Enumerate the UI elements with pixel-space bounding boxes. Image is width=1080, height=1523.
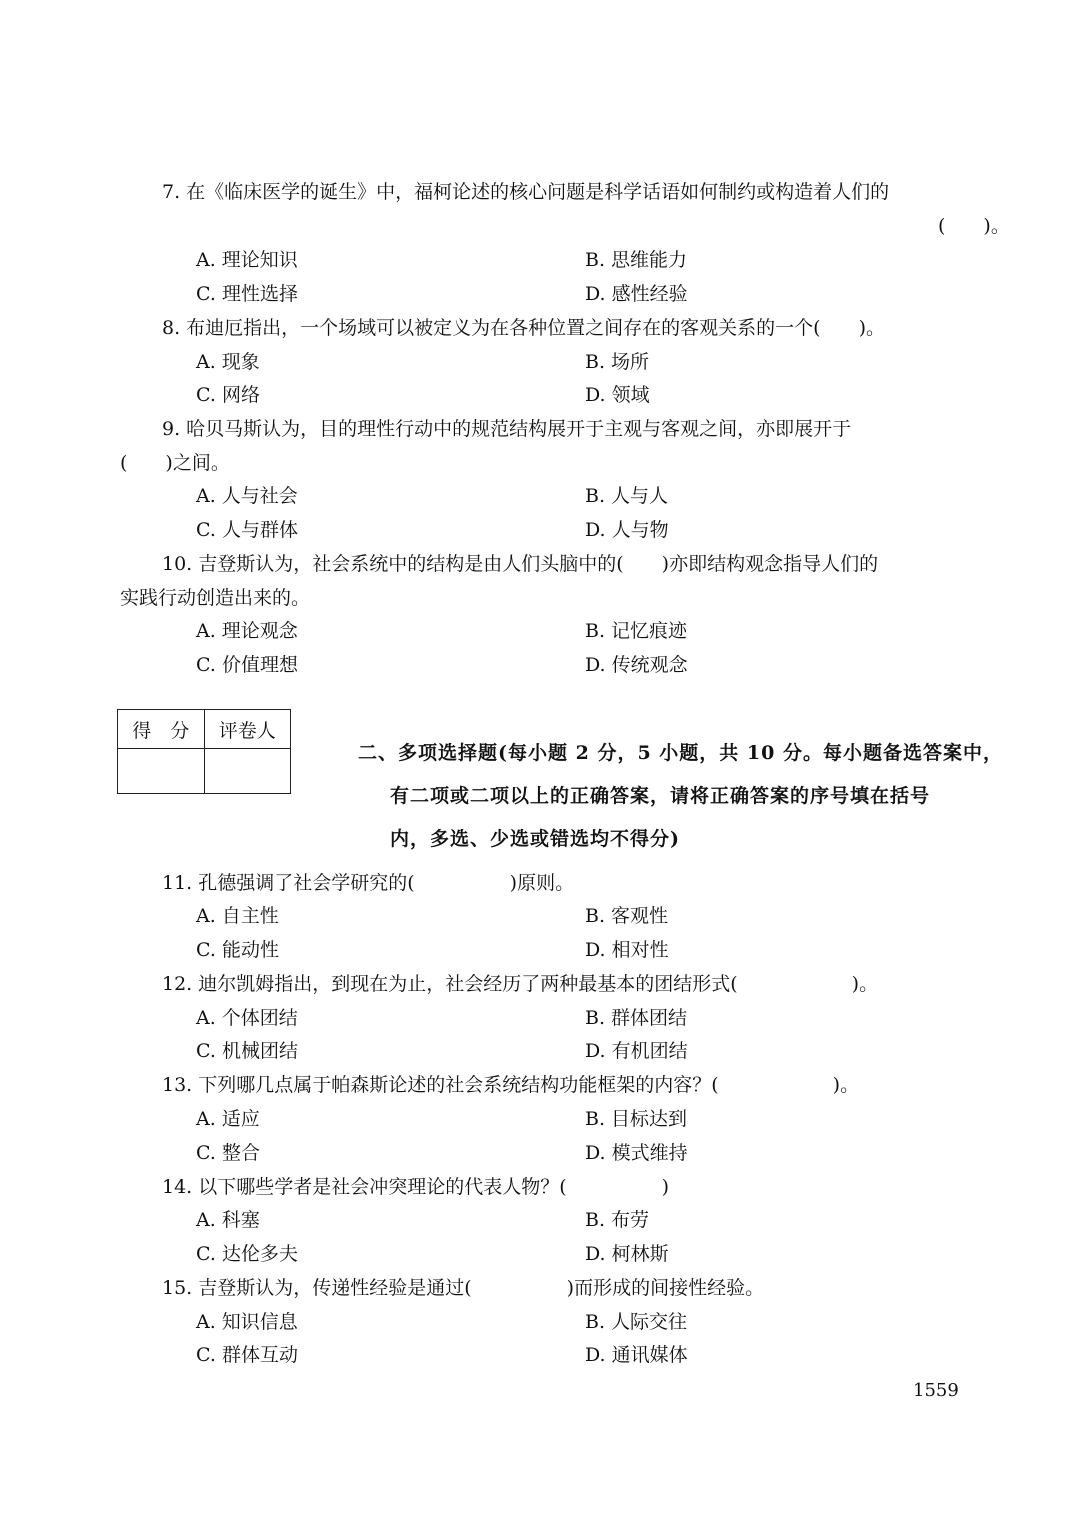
q12-option-d: D. 有机团结 [585, 1040, 688, 1062]
q15-option-b: B. 人际交往 [585, 1311, 688, 1333]
q7-stem: 7. 在《临床医学的诞生》中，福柯论述的核心问题是科学话语如何制约或构造着人们的 [162, 181, 890, 203]
section2-heading-line1: 二、多项选择题(每小题 2 分，5 小题，共 10 分。每小题备选答案中， [358, 742, 1003, 764]
q7-option-a: A. 理论知识 [196, 249, 298, 271]
section2-heading-line3: 内，多选、少选或错选均不得分) [390, 828, 680, 850]
q11-stem: 11. 孔德强调了社会学研究的( )原则。 [162, 872, 575, 894]
q13-option-a: A. 适应 [196, 1108, 260, 1130]
q13-option-c: C. 整合 [196, 1142, 260, 1164]
q9-stem: 9. 哈贝马斯认为，目的理性行动中的规范结构展开于主观与客观之间，亦即展开于 [162, 418, 852, 440]
q8-stem: 8. 布迪厄指出，一个场域可以被定义为在各种位置之间存在的客观关系的一个( )。 [162, 317, 885, 339]
score-cell[interactable] [118, 749, 205, 794]
q12-stem: 12. 迪尔凯姆指出，到现在为止，社会经历了两种最基本的团结形式( )。 [162, 973, 879, 995]
grader-cell[interactable] [204, 749, 291, 794]
q7-option-c: C. 理性选择 [196, 283, 298, 305]
score-box [117, 709, 291, 794]
q13-stem: 13. 下列哪几点属于帕森斯论述的社会系统结构功能框架的内容？( )。 [162, 1074, 860, 1096]
q12-option-a: A. 个体团结 [196, 1007, 298, 1029]
q10-option-a: A. 理论观念 [196, 620, 298, 642]
q9-option-b: B. 人与人 [585, 485, 669, 507]
q8-option-d: D. 领域 [585, 384, 650, 406]
section2-heading-line2: 有二项或二项以上的正确答案，请将正确答案的序号填在括号 [390, 785, 931, 807]
q7-stem-cont: ( )。 [938, 215, 1010, 237]
q11-option-b: B. 客观性 [585, 905, 669, 927]
q14-option-d: D. 柯林斯 [585, 1243, 669, 1265]
q10-stem: 10. 吉登斯认为，社会系统中的结构是由人们头脑中的( )亦即结构观念指导人们的 [162, 553, 879, 575]
q12-option-b: B. 群体团结 [585, 1007, 688, 1029]
q14-option-b: B. 布劳 [585, 1209, 650, 1231]
q10-stem-cont: 实践行动创造出来的。 [120, 587, 311, 609]
q12-option-c: C. 机械团结 [196, 1040, 298, 1062]
q10-option-d: D. 传统观念 [585, 654, 688, 676]
q15-stem: 15. 吉登斯认为，传递性经验是通过( )而形成的间接性经验。 [162, 1277, 765, 1299]
q15-option-c: C. 群体互动 [196, 1344, 298, 1366]
q11-option-c: C. 能动性 [196, 939, 279, 961]
q10-option-c: C. 价值理想 [196, 654, 298, 676]
q10-option-b: B. 记忆痕迹 [585, 620, 688, 642]
q15-option-a: A. 知识信息 [196, 1311, 298, 1333]
q11-option-d: D. 相对性 [585, 939, 669, 961]
q8-option-c: C. 网络 [196, 384, 260, 406]
score-label: 得 分 [118, 710, 205, 749]
grader-label: 评卷人 [204, 710, 291, 749]
q9-stem-cont: ( )之间。 [120, 452, 230, 474]
q8-option-a: A. 现象 [196, 351, 260, 373]
q14-option-c: C. 达伦多夫 [196, 1243, 298, 1265]
q7-option-b: B. 思维能力 [585, 249, 688, 271]
q8-option-b: B. 场所 [585, 351, 650, 373]
q15-option-d: D. 通讯媒体 [585, 1344, 688, 1366]
q9-option-c: C. 人与群体 [196, 519, 298, 541]
q9-option-d: D. 人与物 [585, 519, 669, 541]
q13-option-d: D. 模式维持 [585, 1142, 688, 1164]
page-number: 1559 [913, 1380, 959, 1401]
q14-stem: 14. 以下哪些学者是社会冲突理论的代表人物？( ) [162, 1176, 670, 1198]
q7-option-d: D. 感性经验 [585, 283, 688, 305]
q14-option-a: A. 科塞 [196, 1209, 260, 1231]
q9-option-a: A. 人与社会 [196, 485, 298, 507]
q11-option-a: A. 自主性 [196, 905, 279, 927]
q13-option-b: B. 目标达到 [585, 1108, 688, 1130]
